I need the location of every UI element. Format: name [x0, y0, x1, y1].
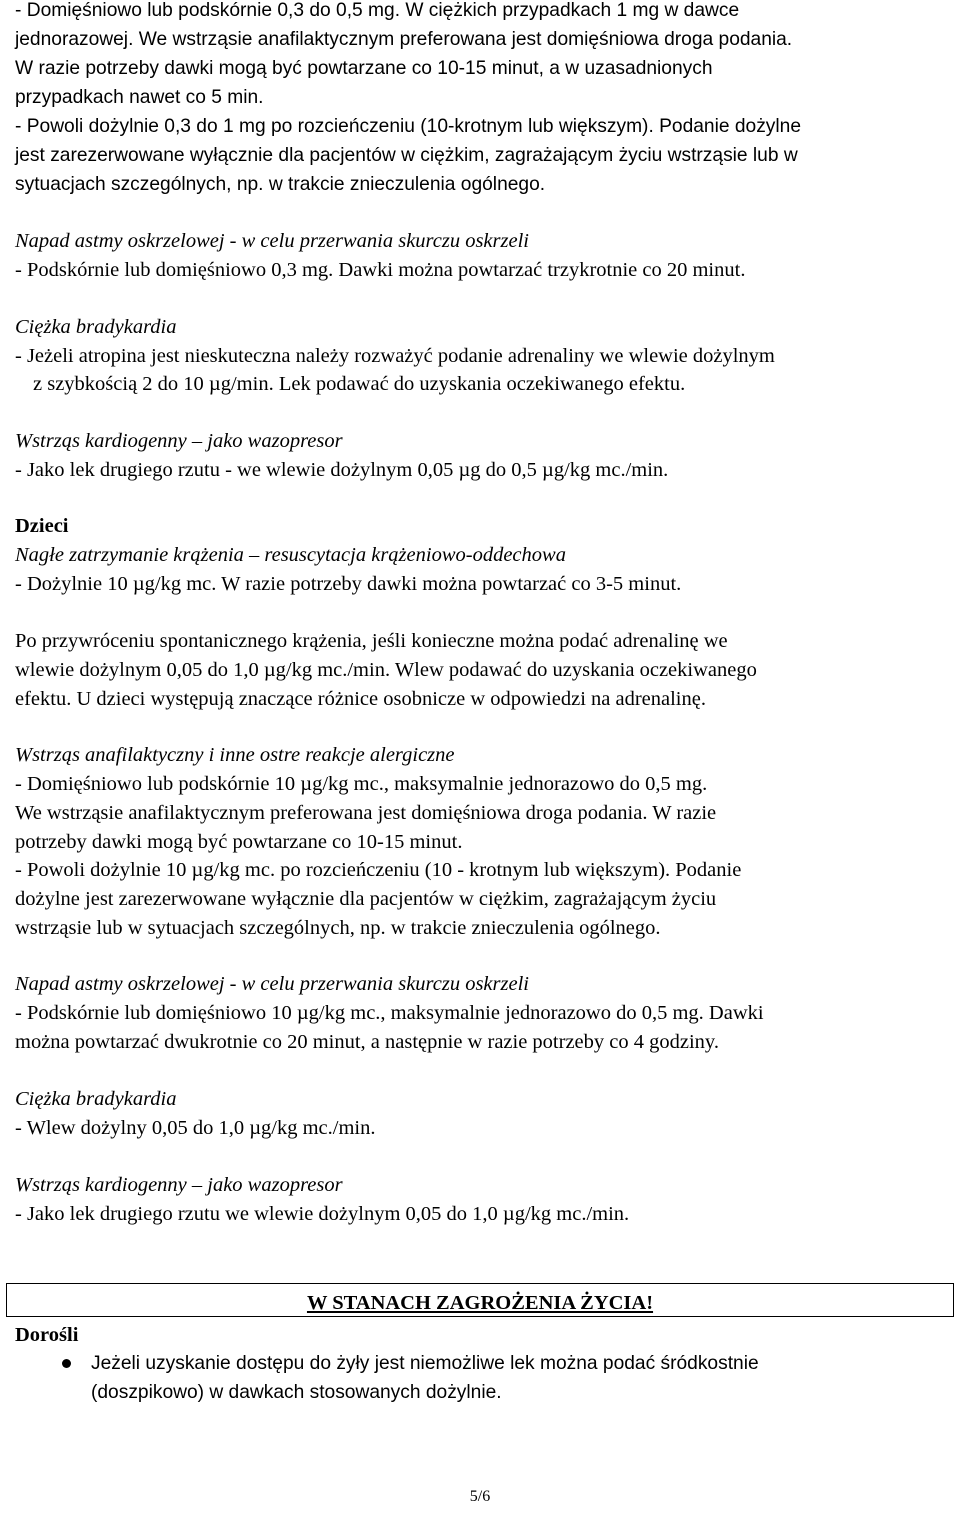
text-line: wlewie dożylnym 0,05 do 1,0 µg/kg mc./min. Wlew podawać do uzyskania oczekiwanego — [15, 659, 757, 681]
section-heading: Ciężka bradykardia — [15, 316, 177, 338]
bullet-text-line: (doszpikowo) w dawkach stosowanych dożylnie. — [91, 1382, 502, 1403]
text-line: Po przywróceniu spontanicznego krążenia, jeśli konieczne można podać adrenalinę we — [15, 630, 728, 652]
section-heading: Wstrząs anafilaktyczny i inne ostre reakcje alergiczne — [15, 744, 455, 766]
section-heading: Napad astmy oskrzelowej - w celu przerwania skurczu oskrzeli — [15, 230, 529, 252]
text-line: przypadkach nawet co 5 min. — [15, 87, 264, 108]
text-line: można powtarzać dwukrotnie co 20 minut, a następnie w razie potrzeby co 4 godziny. — [15, 1031, 719, 1053]
text-line: - Jeżeli atropina jest nieskuteczna należy rozważyć podanie adrenaliny we wlewie dożylnym — [15, 345, 775, 367]
text-line: - Podskórnie lub domięśniowo 10 µg/kg mc., maksymalnie jednorazowo do 0,5 mg. Dawki — [15, 1002, 764, 1024]
text-line: We wstrząsie anafilaktycznym preferowana jest domięśniowa droga podania. W razie — [15, 802, 717, 824]
text-line: - Wlew dożylny 0,05 do 1,0 µg/kg mc./min. — [15, 1117, 376, 1139]
emergency-banner-title: W STANACH ZAGROŻENIA ŻYCIA! — [306, 1292, 654, 1314]
section-heading: Nagłe zatrzymanie krążenia – resuscytacja krążeniowo-oddechowa — [15, 544, 566, 566]
text-line: - Domięśniowo lub podskórnie 10 µg/kg mc., maksymalnie jednorazowo do 0,5 mg. — [15, 773, 708, 795]
text-line: sytuacjach szczególnych, np. w trakcie znieczulenia ogólnego. — [15, 174, 546, 195]
text-line: - Dożylnie 10 µg/kg mc. W razie potrzeby dawki można powtarzać co 3-5 minut. — [15, 573, 682, 595]
section-heading: Wstrząs kardiogenny – jako wazopresor — [15, 430, 343, 452]
text-line: - Domięśniowo lub podskórnie 0,3 do 0,5 mg. W ciężkich przypadkach 1 mg w dawce — [15, 0, 740, 21]
bullet-text-line: Jeżeli uzyskanie dostępu do żyły jest niemożliwe lek można podać śródkostnie — [91, 1353, 759, 1374]
text-line: W razie potrzeby dawki mogą być powtarzane co 10-15 minut, a w uzasadnionych — [15, 58, 713, 79]
bullet-icon — [62, 1359, 71, 1368]
text-line: wstrząsie lub w sytuacjach szczególnych, np. w trakcie znieczulenia ogólnego. — [15, 917, 661, 939]
text-line: - Powoli dożylnie 10 µg/kg mc. po rozcieńczeniu (10 - krotnym lub większym). Podanie — [15, 859, 742, 881]
text-line: efektu. U dzieci występują znaczące różnice osobnicze w odpowiedzi na adrenalinę. — [15, 688, 706, 710]
children-heading: Dzieci — [15, 515, 69, 537]
text-line: z szybkością 2 do 10 µg/min. Lek podawać do uzyskania oczekiwanego efektu. — [33, 373, 686, 395]
text-line: jednorazowej. We wstrząsie anafilaktycznym preferowana jest domięśniowa droga podania. — [15, 29, 793, 50]
text-line: - Powoli dożylnie 0,3 do 1 mg po rozcieńczeniu (10-krotnym lub większym). Podanie dożylne — [15, 116, 801, 137]
section-heading: Ciężka bradykardia — [15, 1088, 177, 1110]
adults-heading: Dorośli — [15, 1324, 79, 1346]
text-line: potrzeby dawki mogą być powtarzane co 10-15 minut. — [15, 831, 463, 853]
text-line: dożylne jest zarezerwowane wyłącznie dla pacjentów w ciężkim, zagrażającym życiu — [15, 888, 717, 910]
text-line: - Jako lek drugiego rzutu - we wlewie dożylnym 0,05 µg do 0,5 µg/kg mc./min. — [15, 459, 669, 481]
section-heading: Napad astmy oskrzelowej - w celu przerwania skurczu oskrzeli — [15, 973, 529, 995]
text-line: - Jako lek drugiego rzutu we wlewie dożylnym 0,05 do 1,0 µg/kg mc./min. — [15, 1203, 630, 1225]
text-line: jest zarezerwowane wyłącznie dla pacjentów w ciężkim, zagrażającym życiu wstrząsie lub w — [15, 145, 798, 166]
section-heading: Wstrząs kardiogenny – jako wazopresor — [15, 1174, 343, 1196]
page-number: 5/6 — [469, 1488, 491, 1505]
text-line: - Podskórnie lub domięśniowo 0,3 mg. Dawki można powtarzać trzykrotnie co 20 minut. — [15, 259, 746, 281]
